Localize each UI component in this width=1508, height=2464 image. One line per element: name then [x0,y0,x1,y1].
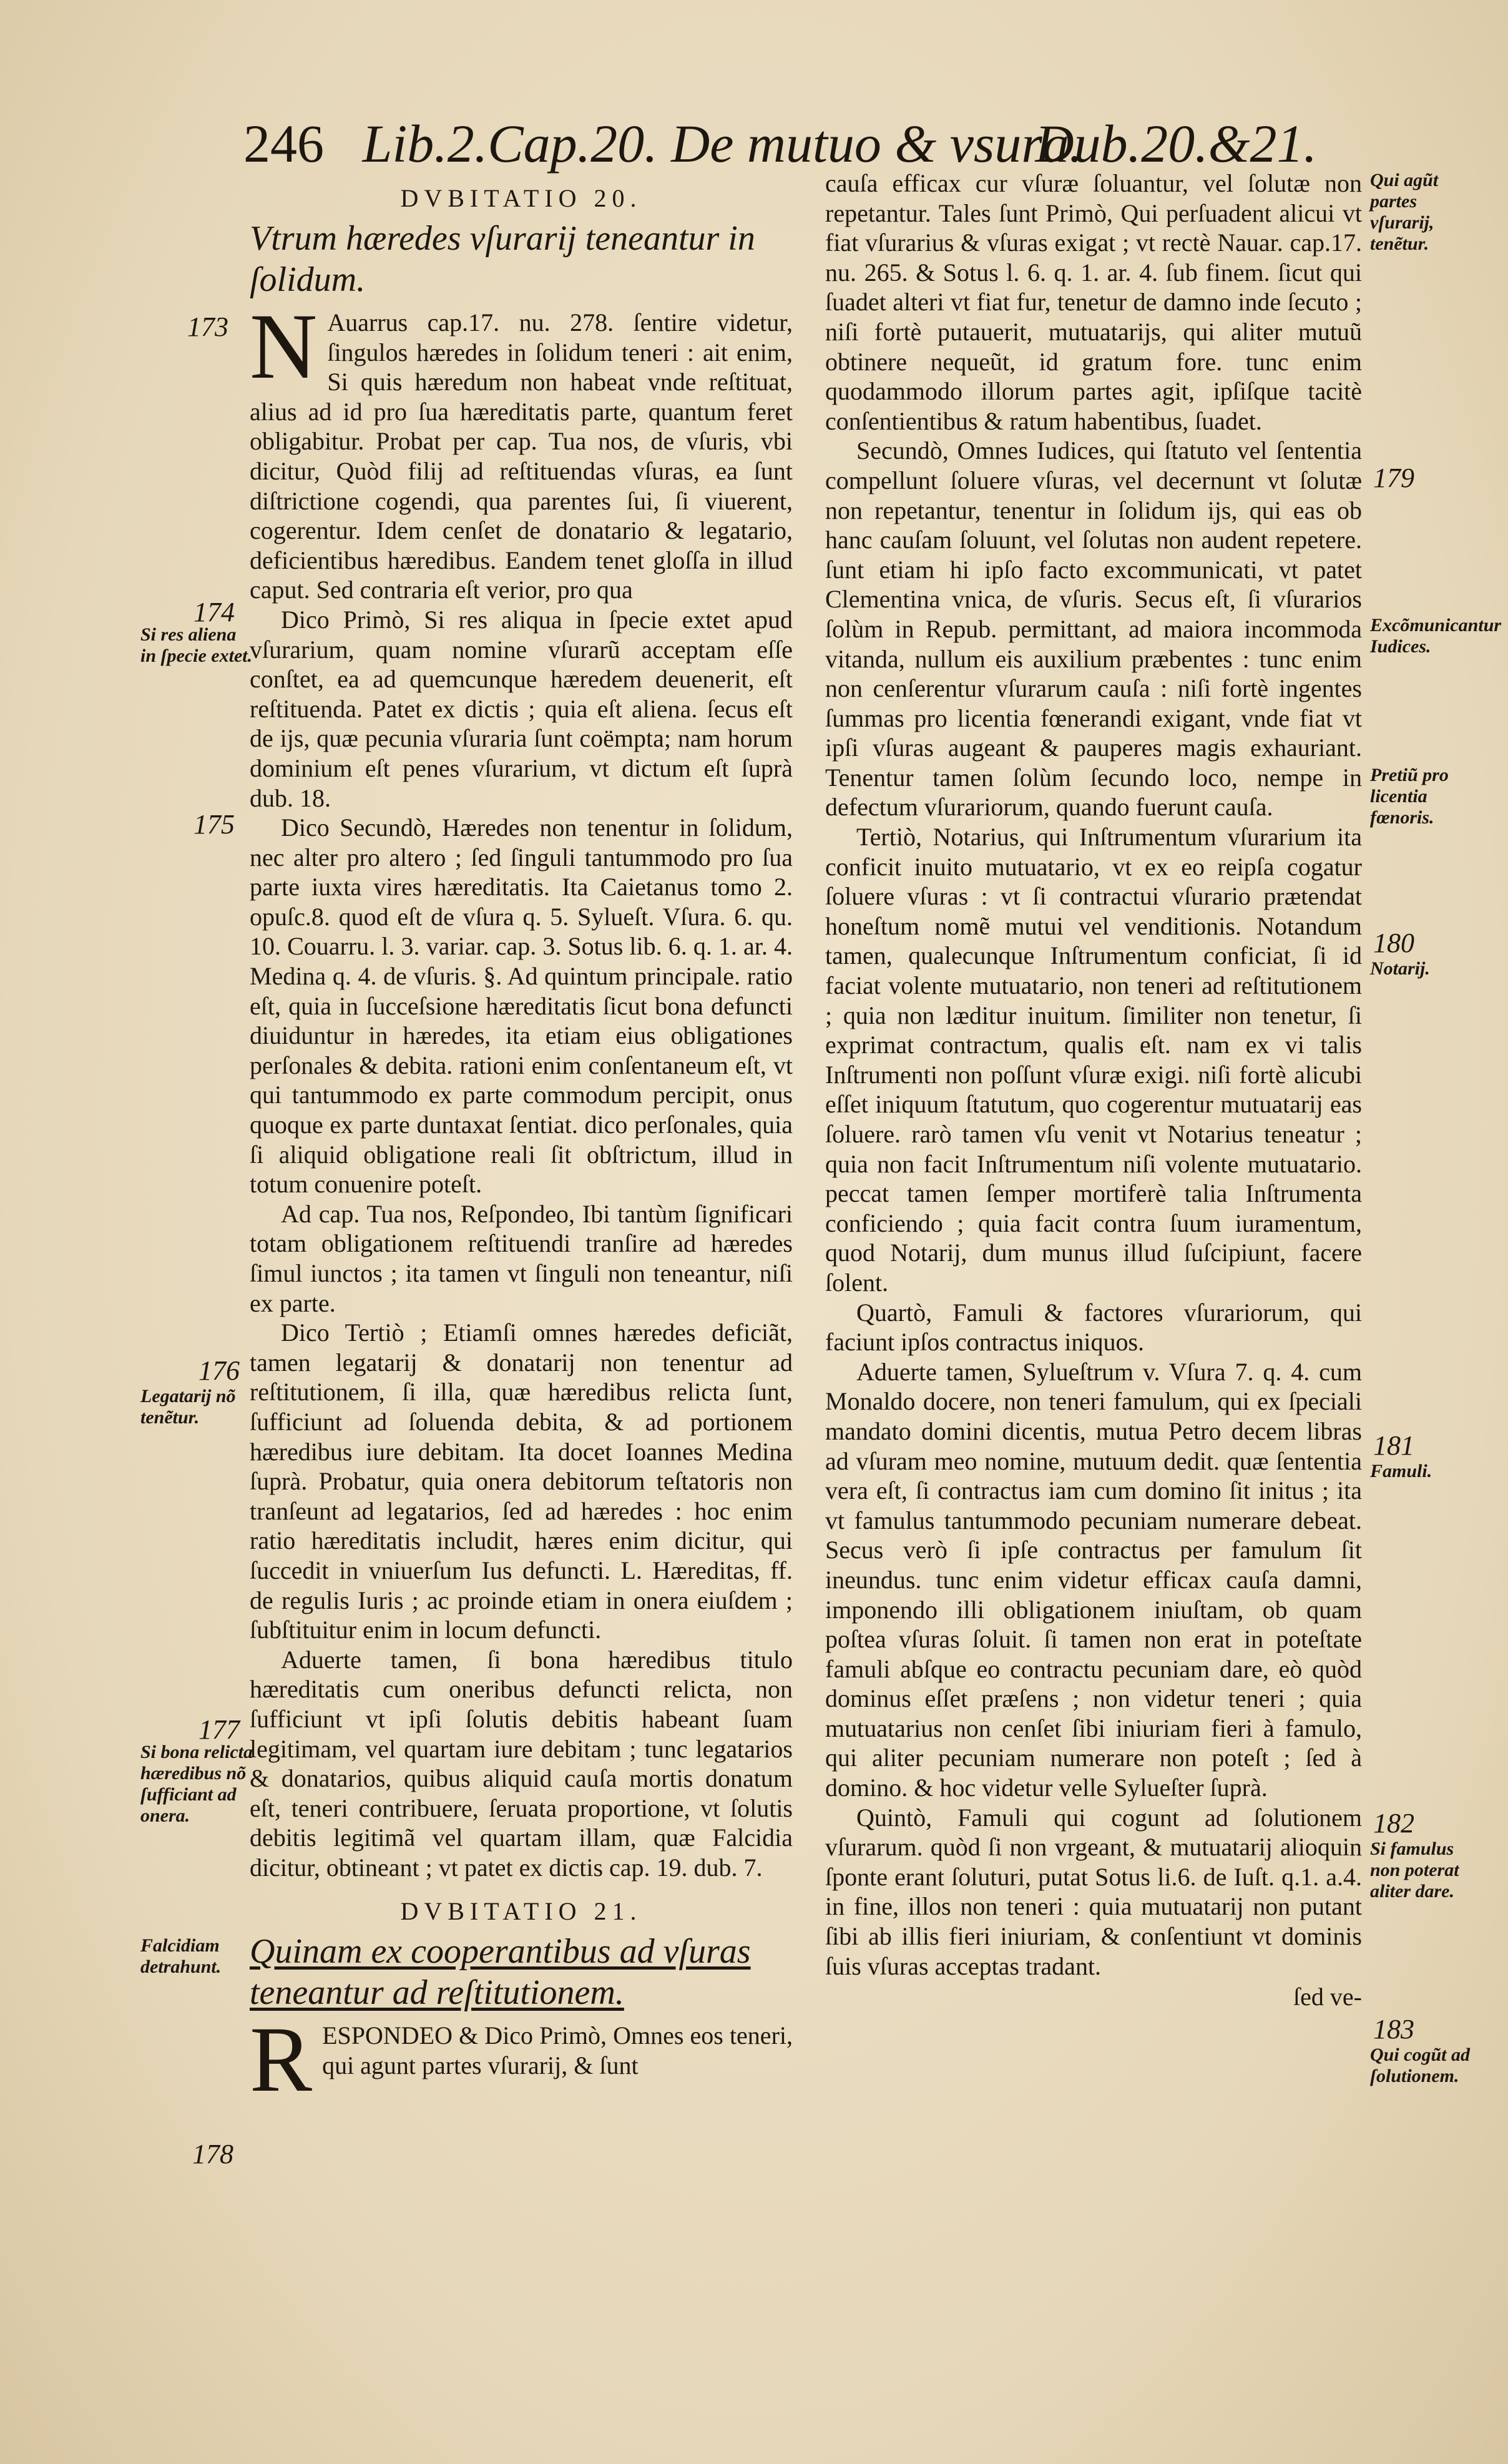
margin-number-176: 176 [198,1355,240,1386]
margin-note-excommunicantur: Excõmunicantur Iudices. [1370,615,1502,657]
margin-note-176: Legatarij nõ tenẽtur. [140,1386,236,1428]
paragraph-183: Quintò, Famuli qui cogunt ad ſolutionem vſurarum. quòd ſi non vrgeant, & mutuatarij alioquin ſponte erant ſoluturi, putat Sotus li.6. de Iuſt. q.1. a.4. in fine, illos non teneri : quia mutuatarij non putant ſibi ab illis fieri iniuriam, & conſentiunt vt dominis ſuis vſuras acceptas tradant. [825,1803,1362,1980]
margin-number-183: 183 [1373,2014,1414,2044]
right-column [825,169,1362,2012]
margin-note-177: Si bona relicta hæredibus nõ ſufficiant ad onera. [140,1742,253,1826]
paragraph-173 [250,295,793,605]
dubitatio-20-heading: DVBITATIO 20. [400,184,642,212]
margin-note-famuli: Famuli. [1370,1461,1432,1481]
paragraph-175: Dico Secundò, Hæredes non tenentur in ſolidum, nec alter pro altero ; ſed ſinguli tantummodo pro ſua parte iuxta vires hæreditatis. Ita Caietanus tomo 2. opuſc.8. quod eſt de vſura q. 5. Sylueſt. Vſura. 6. qu. 10. Couarru. l. 3. variar. cap. 3. Sotus lib. 6. q. 1. ar. 4. Medina q. 4. de vſuris. §. Ad quintum principale. ratio eſt, quia in ſucceſsione hæreditatis ſicut bona defuncti diuiduntur in hæredes, ita etiam eius obligationes perſonales & debita. rationi enim conſentaneum eſt, vt qui tantummodo ex parte commodum percipit, onus quoque ex parte duntaxat ſentiat. dico perſonales, quia ſi aliquid obligatione reali ſit obſtrictum, illud in totum conuenire poteſt. [250,813,793,1199]
margin-number-174: 174 [193,597,235,627]
running-head [243,109,1317,178]
paragraph-178-text: ESPONDEO & Dico Primò, Omnes eos teneri, qui agunt partes vſurarij, & ſunt [322,2021,793,2080]
page-number: 246 [243,114,324,174]
paragraph-right-1: cauſa efficax cur vſuræ ſoluantur, vel ſolutæ non repetantur. Tales ſunt Primò, Qui perſuadent alicui vt fiat vſurarius & vſuras exigat ; vt rectè Nauar. cap.17. nu. 265. & Sotus l. 6. q. 1. ar. 4. ſub finem. ſicut qui ſuadet alteri vt fiat fur, tenetur de damno inde ſecuto ; niſi fortè putauerit, mutuatarijs, qui aliter mutuũ obtinere nequeũt, id gratum fore. tunc enim quodammodo illorum partes agit, ipſiſque tacitè conſentientibus & ratum habentibus, ſuadet. [825,169,1362,435]
margin-number-175: 175 [193,809,235,840]
running-title: Lib.2.Cap.20. De mutuo & vsura. [362,114,1083,174]
paragraph-173-text: Auarrus cap.17. nu. 278. ſentire videtur, ſingulos hæredes in ſolidum teneri : ait enim, Si quis hæredum non habeat vnde reſtituat, alius ad id pro ſua hæreditatis parte, quantum feret obligabitur. Probat per cap. Tua nos, de vſuris, vbi dicitur, Quòd filij ad reſtituendas vſuras, ea ſunt diſtrictione cogendi, qua parentes ſui, ſi viuerent, cogerentur. Idem cenſet de donatario & legatario, deficientibus hæredibus. Eandem tenet gloſſa in illud caput. Sed contraria eſt verior, pro qua [250,308,793,604]
dubitatio-21-question [250,1931,793,2013]
paragraph-180: Tertiò, Notarius, qui Inſtrumentum vſurarium ita conficit inuito mutuatario, vt ex eo reipſa cogatur ſoluere vſuras : vt ſi contractui vſurario prætendat honeſtum nomẽ mutui vel venditionis. Notandum tamen, qualecunque Inſtrumentum conficiat, ſi id faciat volente mutuatario, non teneri ad reſtitutionem ; quia non læditur inuitum. ſimiliter non tenetur, ſi exprimat contractum, qualis eſt. nam ex vi talis Inſtrumenti non poſſunt vſuræ exigi. niſi fortè alicubi eſſet iniquum ſtatutum, quo cogerentur mutuatarij eas ſoluere. rarò tamen vſu venit vt Notarius teneatur ; quia non facit Inſtrumentum niſi volente mutuatario. peccat tamen ſemper mortiferè talia Inſtrumenta conficiendo ; quia facit contra ſuum iuramentum, quod Notarij, dum munus illud ſuſcipiunt, facere ſolent. [825,823,1362,1297]
paragraph-179: Secundò, Omnes Iudices, qui ſtatuto vel ſententia compellunt ſoluere vſuras, vel decernunt vt ſolutæ non repetantur, tenentur in ſolidum ijs, qui eas ob hanc cauſam ſoluunt, vel ſolutas non audent repetere. ſunt etiam hi ipſo facto excommunicati, vt patet Clementina vnica, de vſuris. Secus eſt, ſi vſurarios ſolùm in Repub. permittant, ad maiora incommoda vitanda, nullum eis auxilium præbentes : tunc enim non cenſerentur vſurarum cauſa : niſi fortè ingentes ſummas pro licentia fœnerandi exigant, vnde fiat vt ipſi vſuras augeant & pauperes magis exhauriant. Tenentur tamen ſolùm ſecundo loco, nempe in defectum vſurariorum, quando fuerunt cauſa. [825,436,1362,822]
paragraph-177: Aduerte tamen, ſi bona hæredibus titulo hæreditatis cum oneribus defuncti relicta, non ſufficiunt vt ipſi ſolutis debitis habeant ſuam legitimam, vel quartam iure debitam ; tunc legatarios & donatarios, quibus aliquid cauſa mortis donatum eſt, teneri contribuere, ſeruata proportione, vt ſolutis debitis legitimã vel quartam illam, quæ Falcidia dicitur, obtineant ; vt patet ex dictis cap. 19. dub. 7. [250,1645,793,1882]
margin-note-falcidia: Falcidiam detrahunt. [140,1935,222,1977]
drop-cap-n: N [250,295,318,398]
margin-note-notarii: Notarij. [1370,958,1430,979]
margin-number-178: 178 [192,2139,233,2169]
margin-number-177: 177 [198,1714,240,1745]
paragraph-181: Quartò, Famuli & factores vſurariorum, qui faciunt ipſos contractus iniquos. [825,1298,1362,1357]
paragraph-178 [250,2008,793,2112]
margin-number-180: 180 [1373,928,1414,958]
paragraph-182: Aduerte tamen, Sylueſtrum v. Vſura 7. q. 4. cum Monaldo docere, non teneri famulum, qui ex ſpeciali mandato domini dicentis, mutua Petro decem libras ad vſuram meo nomine, mutuum dedit. quæ ſententia vera eſt, ſi contractus iam cum domino ſit initus ; ita vt famulus tantummodo pecuniam numerare debeat. Secus verò ſi ipſe contractus per famulum ſit ineundus. tunc enim videtur efficax cauſa damni, imponendo illi obligationem iniuſtam, ob quam poſtea vſuras ſoluit. ſi tamen non erat in poteſtate famuli abſque eo contractu pecuniam dare, eò quòd dominus eſſet præſens ; non videtur teneri ; quia mutuatarius non cenſet ſibi iniuriam fieri à famulo, qui aliter pecuniam numerare non poteſt ; ſed à domino. & hoc videtur velle Sylueſter ſuprà. [825,1357,1362,1802]
left-column [250,178,793,2112]
paragraph-176: Dico Tertiò ; Etiamſi omnes hæredes deficiãt, tamen legatarij & donatarij non tenentur ad reſtitutionem, ſi illa, quæ hæredibus relicta ſunt, ſufficiunt ad ſoluenda debita, & ad portionem hæredibus iure debitam. Ita docet Ioannes Medina ſuprà. Probatur, quia onera debitorum teſtatoris non tranſeunt ad legatarios, ſed ad hæredes : hoc enim ratio hæreditatis includit, hæres enim dicitur, qui ſuccedit in vniuerſum Ius defuncti. L. Hæreditas, ff. de regulis Iuris ; ac proinde etiam in onera eiuſdem ; ſubſtituitur enim in locum defuncti. [250,1318,793,1644]
drop-cap-r: R [250,2008,313,2112]
margin-note-qui-cogunt: Qui cogũt ad ſolutionem. [1370,2044,1471,2086]
margin-note-pretium: Pretiũ pro licentia fœnoris. [1370,765,1449,828]
catchword: ſed ve- [1293,1983,1362,2011]
margin-note-qui-agunt: Qui agũt partes vſurarij, tenẽtur. [1370,170,1439,254]
margin-number-182: 182 [1373,1808,1414,1838]
dubitatio-21-heading: DVBITATIO 21. [400,1897,642,1926]
margin-note-si-famulus: Si famulus non poterat aliter dare. [1370,1838,1459,1902]
paragraph-174: Dico Primò, Si res aliqua in ſpecie extet apud vſurarium, quam nomine vſurarũ acceptam eſſe conſtet, ea ad quemcunque hæredem deuenerit, eſt reſtituenda. Patet ex dictis ; quia eſt aliena. ſecus eſt de ijs, quæ pecunia vſuraria ſunt coëmpta; nam horum dominium eſt penes vſurarium, vt dictum eſt ſuprà dub. 18. [250,605,793,812]
margin-note-174: Si res aliena in ſpecie extet. [140,624,253,666]
margin-number-179: 179 [1373,463,1414,493]
margin-number-173: 173 [187,312,228,342]
dubitatio-20-question: Vtrum hæredes vſurarij teneantur in ſolidum. [250,219,755,299]
margin-number-181: 181 [1373,1430,1414,1461]
dubitatio-21-question-text: Quinam ex cooperantibus ad vſuras teneantur ad reſtitutionem. [250,1932,751,2013]
paragraph-ad-cap: Ad cap. Tua nos, Reſpondeo, Ibi tantùm ſignificari totam obligationem reſtituendi tranſire ad hæredes ſimul iunctos ; ita tamen vt ſinguli non teneantur, niſi ex parte. [250,1199,793,1317]
running-section: Dub.20.&21. [1035,114,1317,174]
